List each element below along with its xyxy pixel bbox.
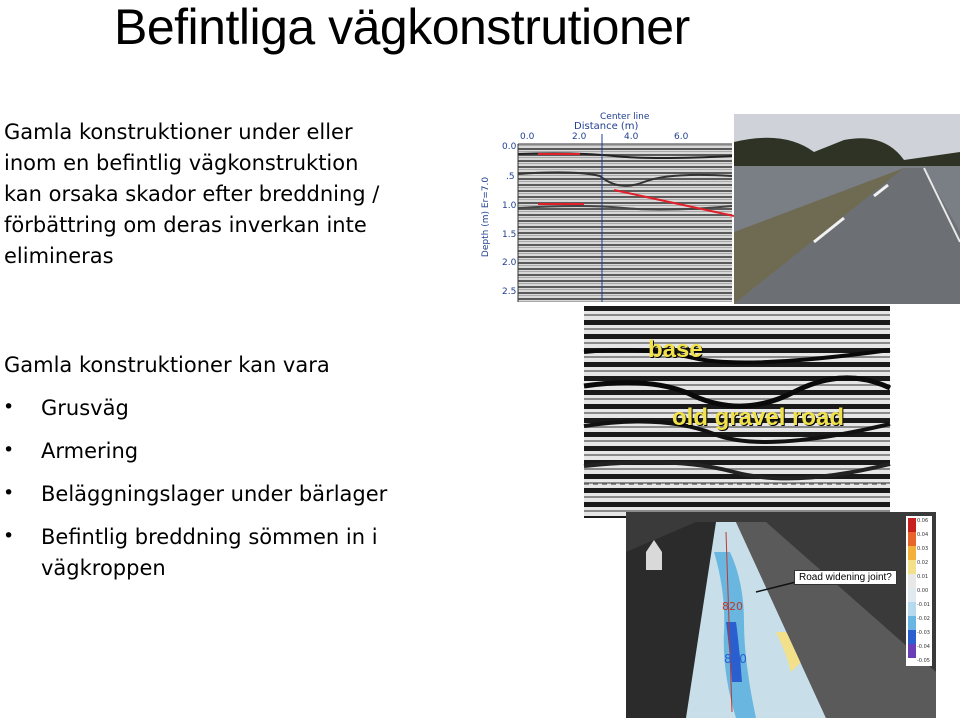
old-gravel-road-label: old gravel road: [672, 404, 845, 431]
intro-line: kan orsaka skador efter breddning /: [4, 182, 380, 206]
list-item: [0, 393, 387, 436]
legend-value: 0.01: [917, 574, 929, 580]
list-item: [0, 479, 387, 522]
chainage-marker-820: 820: [722, 600, 743, 613]
radar-road-figure: [481, 112, 960, 304]
bullet-text: Grusväg: [41, 396, 129, 420]
distance-axis-label: Distance (m): [574, 121, 639, 132]
intro-line: elimineras: [4, 244, 114, 268]
chainage-marker-830: 830: [724, 652, 747, 666]
y-tick-label: 0.0: [502, 142, 517, 152]
bullet-icon: •: [3, 525, 15, 547]
intro-line: förbättring om deras inverkan inte: [4, 213, 367, 237]
laser-scan-image: [626, 512, 936, 718]
depth-axis-label: Depth (m) Er=7.0: [481, 176, 492, 258]
intro-paragraph: [4, 117, 379, 272]
radar-profile-image: [484, 112, 960, 304]
center-line-label: Center line: [600, 112, 650, 122]
laser-scan-figure: [626, 512, 936, 718]
legend-value: 0.02: [917, 560, 929, 566]
bullet-text: Armering: [41, 439, 139, 463]
x-tick-label: 2.0: [572, 132, 587, 142]
legend-value: 0.03: [917, 546, 929, 552]
list-item: [0, 522, 387, 584]
list-item: [0, 436, 387, 479]
road-widening-callout: Road widening joint?: [794, 570, 897, 585]
bullet-icon: •: [3, 396, 15, 418]
bullet-text-continuation: vägkroppen: [41, 556, 166, 580]
y-tick-label: 2.0: [502, 258, 517, 268]
bullet-text: Befintlig breddning sömmen in i: [41, 525, 378, 549]
bullet-icon: •: [3, 439, 15, 461]
base-label: base: [648, 336, 703, 363]
legend-value: -0.04: [917, 644, 930, 650]
slide-title: Befintliga vägkonstrutioner: [114, 0, 690, 55]
x-tick-label: 6.0: [674, 132, 689, 142]
list-heading: Gamla konstruktioner kan vara: [4, 353, 330, 377]
x-tick-label: 0.0: [520, 132, 535, 142]
y-tick-label: 1.0: [502, 201, 517, 211]
legend-value: -0.01: [917, 602, 930, 608]
legend-value: -0.03: [917, 630, 930, 636]
y-tick-label: .5: [506, 172, 515, 182]
legend-value: 0.06: [917, 518, 929, 524]
bullet-icon: •: [3, 482, 15, 504]
intro-line: Gamla konstruktioner under eller: [4, 120, 353, 144]
y-tick-label: 2.5: [502, 287, 517, 297]
gravel-road-figure: [584, 306, 890, 518]
bullet-list: [0, 393, 387, 584]
legend-value: -0.02: [917, 616, 930, 622]
legend-value: 0.04: [917, 532, 929, 538]
legend-value: 0.00: [917, 588, 929, 594]
bullet-text: Beläggningslager under bärlager: [41, 482, 388, 506]
legend-value: -0.05: [917, 658, 930, 664]
intro-line: inom en befintlig vägkonstruktion: [4, 151, 359, 175]
y-tick-label: 1.5: [502, 230, 517, 240]
x-tick-label: 4.0: [624, 132, 639, 142]
